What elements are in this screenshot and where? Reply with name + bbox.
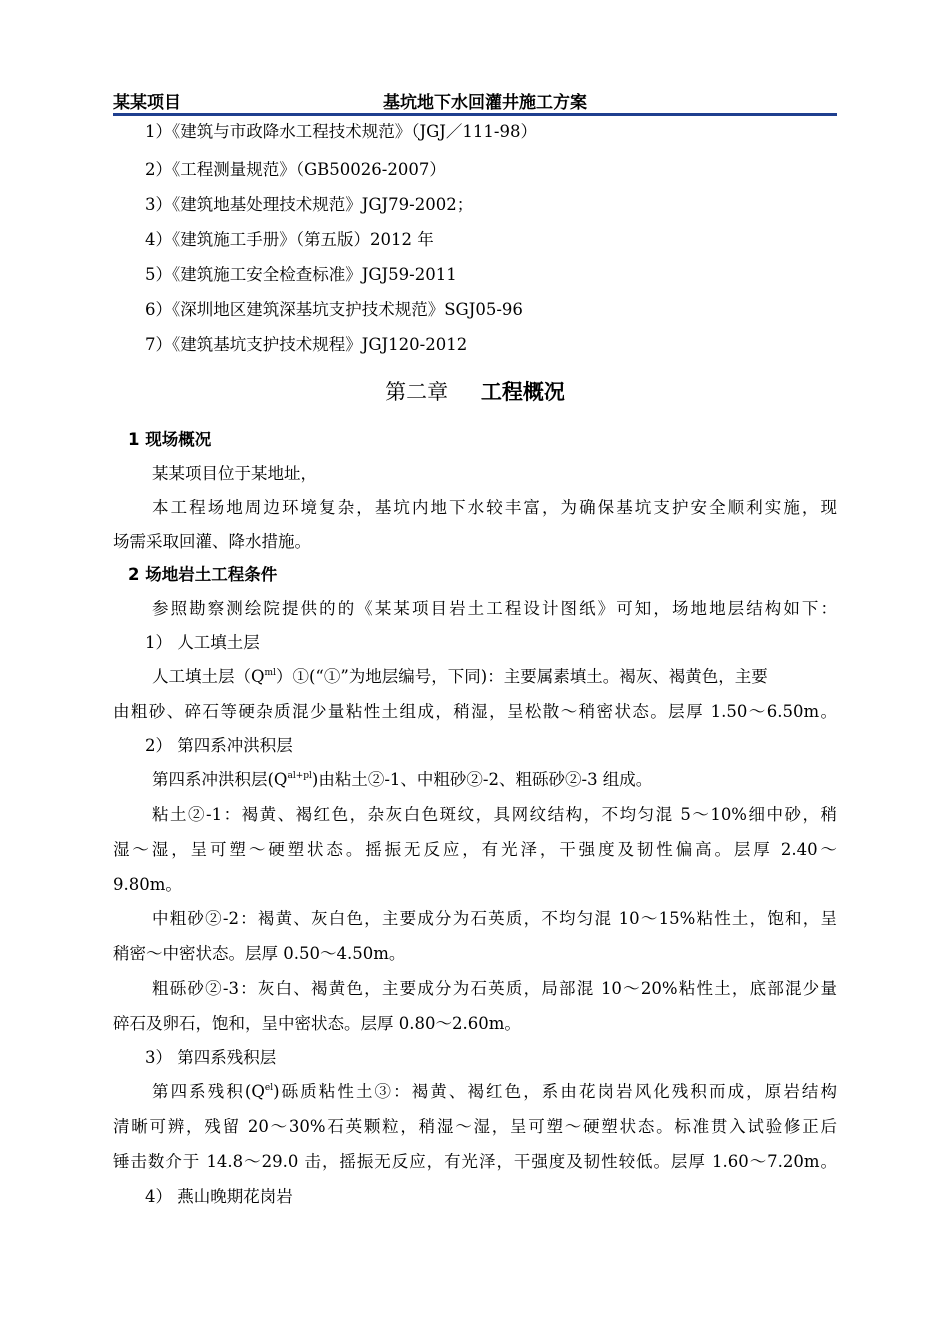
header-project-name: 某某项目 [113, 93, 181, 113]
reference-item: 4）《建筑施工手册》（第五版）2012 年 [145, 230, 434, 249]
superscript: ml [264, 668, 276, 678]
text-run: 人工填土层（Q [152, 667, 265, 686]
text-run: )由粘土②-1、中粗砂②-2、粗砾砂②-3 组成。 [311, 770, 653, 789]
paragraph-line: 清晰可辨，残留 20～30%石英颗粒，稍湿～湿，呈可塑～硬塑状态。标准贯入试验修正后 [113, 1117, 837, 1136]
paragraph-line [152, 1080, 837, 1104]
paragraph-line: 参照勘察测绘院提供的的《某某项目岩土工程设计图纸》可知，场地地层结构如下： [152, 599, 837, 618]
paragraph-line: 锤击数介于 14.8～29.0 击，摇振无反应，有光泽，干强度及韧性较低。层厚 1.60～7.20m。 [113, 1152, 837, 1171]
reference-item: 3）《建筑地基处理技术规范》JGJ79-2002； [145, 195, 474, 214]
superscript: al+pl [287, 771, 312, 781]
reference-item: 2）《工程测量规范》（GB50026-2007） [145, 160, 446, 179]
chapter-label: 第二章 [385, 380, 449, 404]
paragraph-line: 碎石及卵石，饱和，呈中密状态。层厚 0.80～2.60m。 [113, 1014, 521, 1033]
chapter-heading [0, 377, 950, 407]
layer-title: 4） 燕山晚期花岗岩 [145, 1187, 293, 1206]
header-divider [113, 113, 837, 116]
paragraph-line: 湿～湿，呈可塑～硬塑状态。摇振无反应，有光泽，干强度及韧性偏高。层厚 2.40～ [113, 840, 837, 859]
header-document-title: 基坑地下水回灌井施工方案 [383, 93, 587, 113]
superscript: el [264, 1083, 274, 1093]
reference-item: 1）《建筑与市政降水工程技术规范》（JGJ／111-98） [145, 122, 537, 141]
paragraph-line [152, 768, 876, 792]
page-header [113, 86, 837, 114]
reference-item: 7）《建筑基坑支护技术规程》JGJ120-2012 [145, 335, 468, 354]
chapter-title: 工程概况 [480, 380, 565, 404]
reference-item: 5）《建筑施工安全检查标准》JGJ59-2011 [145, 265, 457, 284]
text-run: )砾质粘性土③：褐黄、褐红色，系由花岗岩风化残积而成，原岩结构 [273, 1082, 838, 1101]
paragraph-line: 由粗砂、碎石等硬杂质混少量粘性土组成，稍湿，呈松散～稍密状态。层厚 1.50～6.50m。 [113, 702, 837, 721]
paragraph-line: 9.80m。 [113, 875, 182, 894]
layer-title: 1） 人工填土层 [145, 633, 260, 652]
reference-item: 6）《深圳地区建筑深基坑支护技术规范》SGJ05-96 [145, 300, 523, 319]
section-heading-site-overview: 1 现场概况 [128, 430, 212, 449]
paragraph-line: 中粗砂②-2：褐黄、灰白色，主要成分为石英质，不均匀混 10～15%粘性土，饱和，呈 [152, 909, 837, 928]
paragraph-line: 场需采取回灌、降水措施。 [113, 532, 311, 551]
text-run: 第四系残积(Q [152, 1082, 265, 1101]
layer-title: 3） 第四系残积层 [145, 1048, 277, 1067]
paragraph-line: 粘土②-1：褐黄、褐红色，杂灰白色斑纹，具网纹结构，不均匀混 5～10%细中砂，稍 [152, 805, 837, 824]
paragraph-line: 粗砾砂②-3：灰白、褐黄色，主要成分为石英质，局部混 10～20%粘性土，底部混少量 [152, 979, 837, 998]
paragraph-line: 本工程场地周边环境复杂，基坑内地下水较丰富，为确保基坑支护安全顺利实施，现 [152, 498, 837, 517]
paragraph: 某某项目位于某地址， [152, 464, 317, 483]
section-heading-geotechnical: 2 场地岩土工程条件 [128, 565, 278, 584]
paragraph-line: 稍密～中密状态。层厚 0.50～4.50m。 [113, 944, 406, 963]
paragraph-line [152, 665, 837, 689]
text-run: 第四系冲洪积层(Q [152, 770, 288, 789]
layer-title: 2） 第四系冲洪积层 [145, 736, 293, 755]
text-run: ）①(“①”为地层编号，下同)：主要属素填土。褐灰、褐黄色，主要 [275, 667, 768, 686]
